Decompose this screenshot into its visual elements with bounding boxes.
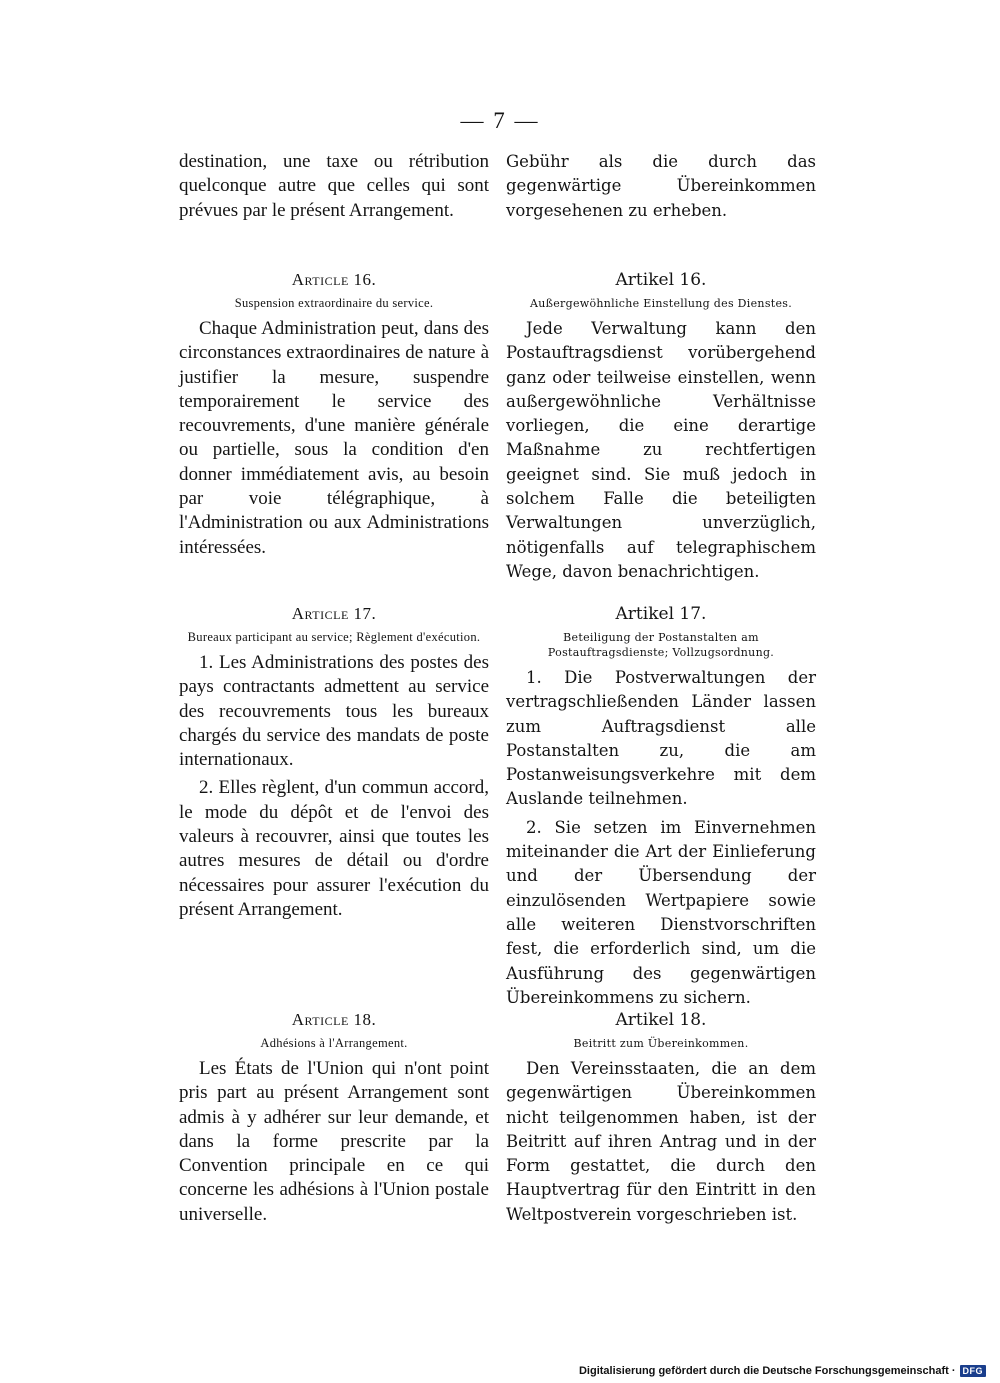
article-18-text-de: Den Vereinsstaaten, die an dem gegenwärtigen Übereinkommen nicht teilgenommen haben, ist der Beitritt auf ihren Antrag und in der Form gestattet, die durch den Hauptvertrag für den Eintritt in den Weltpostverein vorgeschrieben ist. xyxy=(506,1059,816,1224)
article-18-subtitle-fr: Adhésions à l'Arrangement. xyxy=(260,1036,408,1050)
article-17-para-2-fr: 2. Elles règlent, d'un commun accord, le mode du dépôt et de l'envoi des valeurs à recouvrer, ainsi que toutes les autres mesures de détail ou d'ordre nécessaires pour assurer l'exécution du présent Arrangement. xyxy=(179,777,489,920)
article-16-title-de: Artikel 16. xyxy=(615,270,707,290)
article-18-title-de: Artikel 18. xyxy=(615,1010,707,1030)
article-18-de xyxy=(506,1010,816,1227)
article-16-text-fr: Chaque Administration peut, dans des circonstances extraordinaires de nature à justifier la mesure, suspendre temporairement le service des recouvrements, d'une manière générale ou partielle, sous la condition d'en donner immédiatement avis, au besoin par voie télégraphique, à l'Administration ou aux Administrations intéressées. xyxy=(179,318,489,558)
article-17-para-2-de: 2. Sie setzen im Einvernehmen miteinander die Art der Einlieferung und der Übersendung der einzulösenden Wertpapiere sowie alle weiteren Dienstvorschriften fest, die erforderlich sind, um die Ausführung des gegenwärtigen Übereinkommens zu sichern. xyxy=(506,817,816,1007)
article-17-para-1-fr: 1. Les Administrations des postes des pays contractants admettent au service des recouvrements tous les bureaux chargés du service des mandats de poste internationaux. xyxy=(179,652,489,771)
article-17-de xyxy=(506,604,816,1010)
article-16-subtitle-de: Außergewöhnliche Einstellung des Dienstes. xyxy=(529,297,793,310)
article-17-para-1-de: 1. Die Postverwaltungen der vertragschließenden Länder lassen zum Auftragsdienst alle Postanstalten zu, die am Postanweisungsverkehre mit dem Auslande teilnehmen. xyxy=(506,668,816,809)
article-17-fr xyxy=(179,604,489,922)
article-18-title-fr: Article 18. xyxy=(291,1010,377,1029)
article-18-subtitle-de: Beitritt zum Übereinkommen. xyxy=(573,1037,749,1050)
article-17-subtitle-fr: Bureaux participant au service; Règlement d'exécution. xyxy=(187,630,481,644)
continuation-text-fr: destination, une taxe ou rétribution quelconque autre que celles qui sont prévues par le présent Arrangement. xyxy=(179,151,489,221)
article-16-de xyxy=(506,270,816,584)
article-16-subtitle-fr: Suspension extraordinaire du service. xyxy=(234,296,434,310)
footer-text: Digitalisierung gefördert durch die Deutsche Forschungsgemeinschaft · xyxy=(578,1365,956,1377)
article-16-text-de: Jede Verwaltung kann den Postauftragsdienst vorübergehend ganz oder teilweise einstellen, wenn außergewöhnliche Verhältnisse vorliegen, die eine derartige Maßnahme zu rechtfertigen geeignet sind. Sie muß jedoch in solchem Falle die beteiligten Verwaltungen unverzüglich, nötigenfalls auf telegraphischem Wege, davon benachrichtigen. xyxy=(506,319,816,581)
top-continuation-fr xyxy=(179,150,489,223)
article-17-title-fr: Article 17. xyxy=(291,604,377,623)
top-continuation-de xyxy=(506,150,816,223)
article-16-fr xyxy=(179,270,489,560)
article-16-title-fr: Article 16. xyxy=(291,270,377,289)
article-17-subtitle-de: Beteiligung der Postanstalten am Postauftragsdienste; Vollzugsordnung. xyxy=(547,631,775,659)
dfg-logo-icon: DFG xyxy=(960,1365,987,1377)
article-18-fr xyxy=(179,1010,489,1227)
article-18-text-fr: Les États de l'Union qui n'ont point pris part au présent Arrangement sont admis à y adhérer sur leur demande, et dans la forme prescrite par la Convention principale en ce qui concerne les adhésions à l'Union postale universelle. xyxy=(179,1058,489,1225)
article-17-title-de: Artikel 17. xyxy=(615,604,707,624)
digitization-footer xyxy=(579,1365,986,1377)
page-number: — 7 — xyxy=(460,108,540,133)
continuation-text-de: Gebühr als die durch das gegenwärtige Übereinkommen vorgesehenen zu erheben. xyxy=(506,152,816,220)
